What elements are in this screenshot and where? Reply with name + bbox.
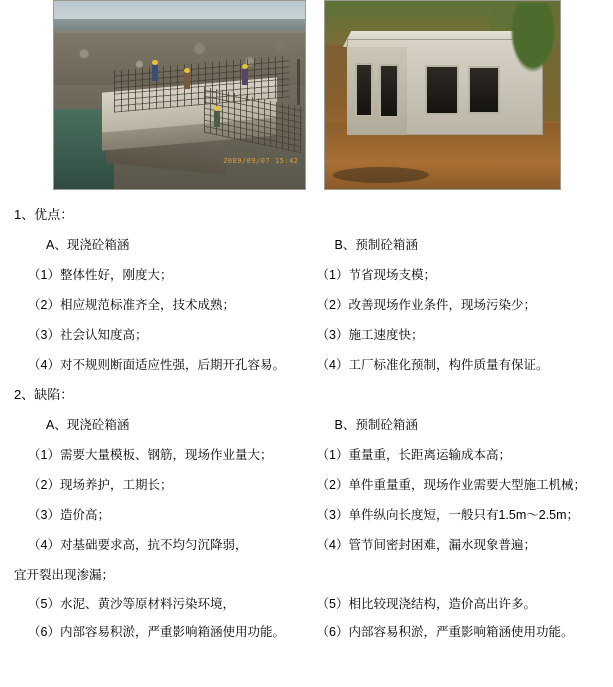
drawbacks-left-continuation: 宜开裂出现渗漏； [14,568,115,582]
drawbacks-right-item-6: （6）内部容易积淤，严重影响箱涵使用功能。 [316,625,574,639]
drawbacks-tail-row-5 [10,590,603,618]
drawbacks-right-item-4: （4）管节间密封困难，漏水现象普遍； [316,538,536,552]
photo-worker [214,111,220,127]
document-body [0,192,613,646]
drawbacks-right-item-1: （1）重量重，长距离运输成本高； [316,448,511,462]
photo-tree [510,3,556,73]
photo-worker [152,65,158,81]
advantages-right-item-3: （3）施工速度快； [316,328,424,342]
photo-puddle [333,167,429,183]
advantages-column-right [307,230,604,380]
drawbacks-tail-row-6 [10,618,603,646]
section-heading-advantages: 1、优点： [14,207,74,222]
drawbacks-left-item-6: （6）内部容易积淤，严重影响箱涵使用功能。 [28,625,285,639]
precast-box-culvert-photo [324,0,561,190]
drawbacks-column-right [307,410,604,560]
photo-formwork-post [297,59,300,105]
drawbacks-columns [10,410,603,560]
photo-culvert-cell [425,65,459,115]
cast-in-place-box-culvert-photo [53,0,306,190]
advantages-right-subheading: B、预制砼箱涵 [334,238,418,252]
advantages-columns [10,230,603,380]
photo-row [0,0,613,192]
drawbacks-left-item-5: （5）水泥、黄沙等原材料污染环境， [28,597,235,611]
advantages-left-item-4: （4）对不规则断面适应性强，后期开孔容易。 [28,358,285,372]
photo-culvert-cell [355,63,373,117]
advantages-column-left [10,230,307,380]
advantages-right-item-1: （1）节省现场支模； [316,268,436,282]
drawbacks-left-item-2: （2）现场养护，工期长； [28,478,173,492]
drawbacks-column-left [10,410,307,560]
photo-worker [184,73,190,89]
drawbacks-right-item-5: （5）相比较现浇结构，造价高出许多。 [316,597,536,611]
advantages-left-item-2: （2）相应规范标准齐全，技术成熟； [28,298,235,312]
photo-worker [242,69,248,85]
photo-timestamp: 2009/09/07 15:42 [223,157,299,165]
drawbacks-right-item-2: （2）单件重量重，现场作业需要大型施工机械； [316,478,586,492]
advantages-right-item-4: （4）工厂标准化预制，构件质量有保证。 [316,358,549,372]
photo-culvert-cell [468,66,500,114]
section-heading-drawbacks: 2、缺陷： [14,387,74,402]
drawbacks-left-subheading: A、现浇砼箱涵 [46,418,130,432]
drawbacks-right-item-3: （3）单件纵向长度短，一般只有1.5m～2.5m； [316,508,580,522]
advantages-left-item-1: （1）整体性好，刚度大； [28,268,173,282]
drawbacks-left-item-3: （3）造价高； [28,508,110,522]
photo-culvert-cell [379,64,399,118]
advantages-right-item-2: （2）改善现场作业条件，现场污染少； [316,298,536,312]
advantages-left-item-3: （3）社会认知度高； [28,328,148,342]
drawbacks-right-subheading: B、预制砼箱涵 [334,418,418,432]
drawbacks-left-item-4: （4）对基础要求高，抗不均匀沉降弱， [28,538,248,552]
advantages-left-subheading: A、现浇砼箱涵 [46,238,130,252]
drawbacks-left-item-1: （1）需要大量模板、钢筋，现场作业量大； [28,448,273,462]
